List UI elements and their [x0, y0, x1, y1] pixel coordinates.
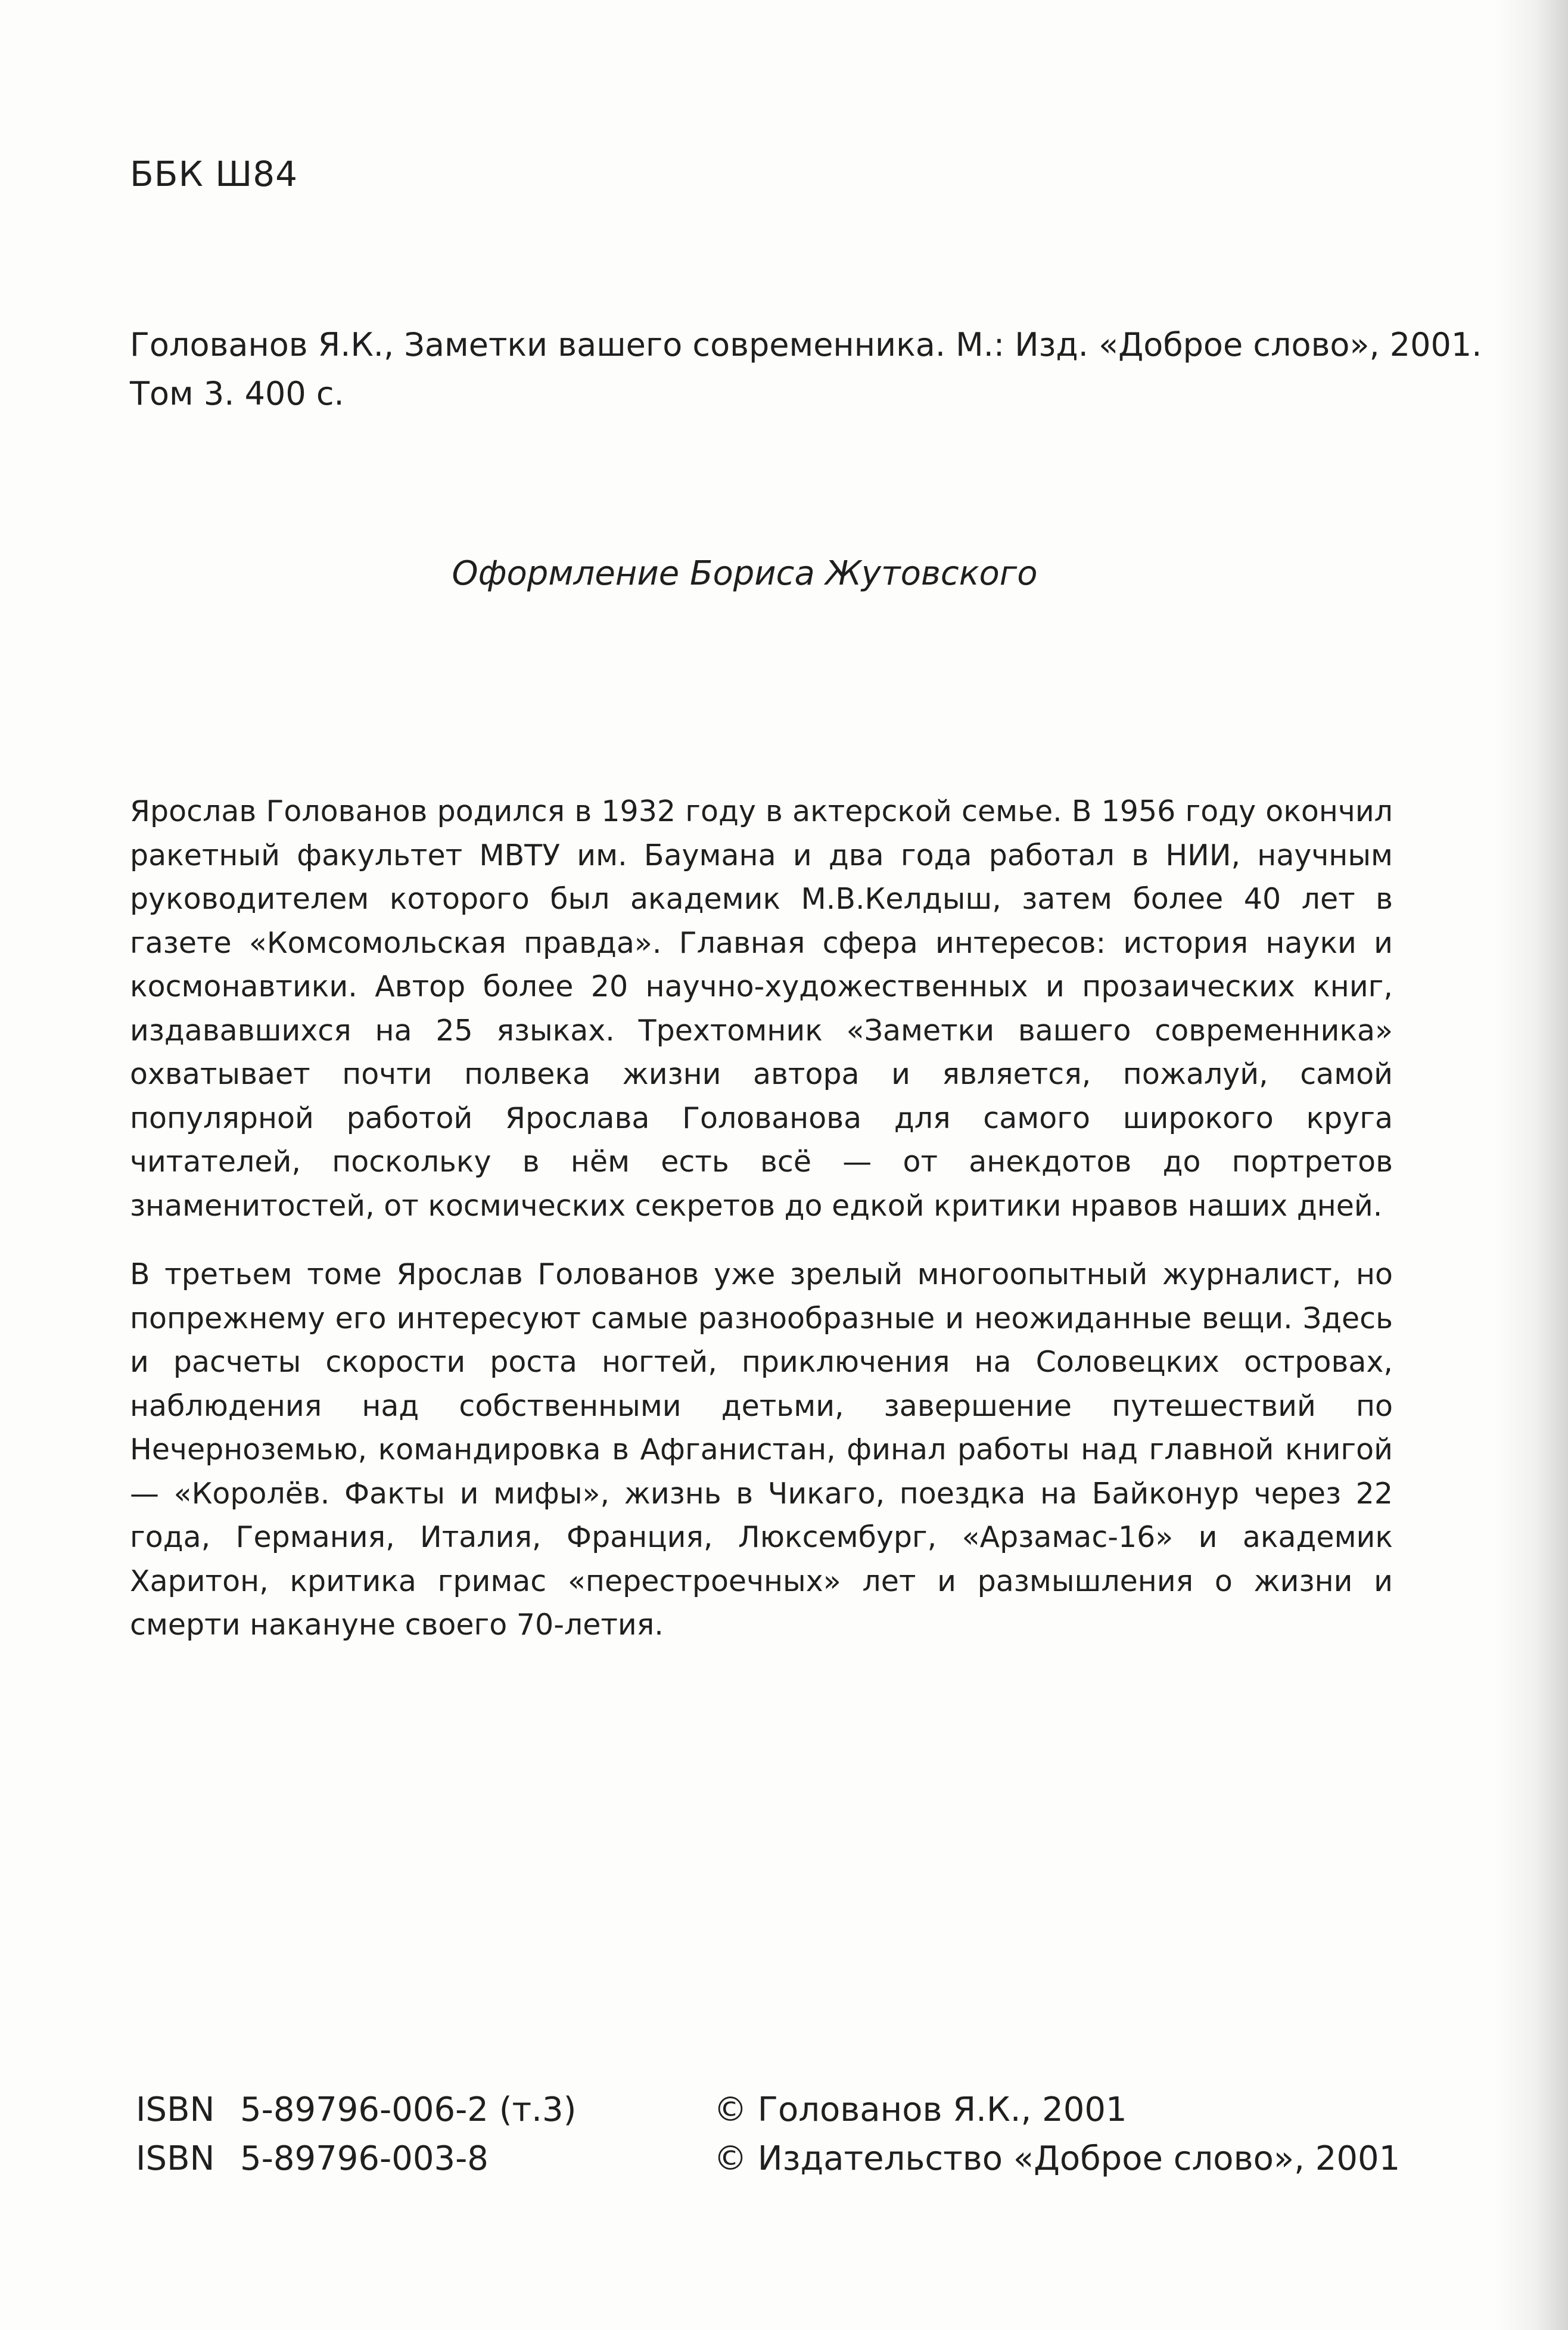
isbn-row — [136, 2135, 576, 2183]
copyright-notices — [714, 2086, 1400, 2183]
isbn-number: 5-89796-006-2 (т.3) — [240, 2090, 577, 2129]
book-annotation — [130, 790, 1393, 1672]
annotation-paragraph-2: В третьем томе Ярослав Голованов уже зрелый многоопытный журналист, но попрежнему его интересуют самые разнообразные и неожиданные вещи. Здесь и расчеты скорости роста ногтей, приключения на Соловецких островах, наблюдения над собственными детьми, завершение путешествий по Нечерноземью, командировка в Афганистан, финал работы над главной книгой — «Королёв. Факты и мифы», жизнь в Чикаго, поездка на Байконур через 22 года, Германия, Италия, Франция, Люксембург, «Арзамас-16» и академик Харитон, критика гримас «перестроечных» лет и размышления о жизни и смерти накануне своего 70-летия. — [130, 1257, 1393, 1642]
copyright-publisher: © Издательство «Доброе слово», 2001 — [714, 2139, 1401, 2178]
isbn-list — [136, 2086, 576, 2183]
bibliographic-citation — [130, 321, 1482, 418]
page-edge-shadow — [1497, 0, 1568, 2330]
isbn-row — [136, 2086, 576, 2135]
isbn-number: 5-89796-003-8 — [240, 2139, 489, 2178]
annotation-paragraph-1: Ярослав Голованов родился в 1932 году в актерской семье. В 1956 году окончил ракетный факультет МВТУ им. Баумана и два года работал в НИИ, научным руководителем которого был академик М.В.Келдыш, затем более 40 лет в газете «Комсомольская правда». Главная сфера интересов: история науки и космонавтики. Автор более 20 научно-художественных и прозаических книг, издававшихся на 25 языках. Трехтомник «Заметки вашего современника» охватывает почти полвека жизни автора и является, пожалуй, самой популярной работой Ярослава Голованова для самого широкого круга читателей, поскольку в нём есть всё — от анекдотов до портретов знаменитостей, от космических секретов до едкой критики нравов наших дней. — [130, 794, 1393, 1223]
isbn-label: ISBN — [136, 2139, 215, 2178]
citation-line-1: Голованов Я.К., Заметки вашего современника. М.: Изд. «Доброе слово», 2001. — [130, 326, 1482, 364]
copyright-author: © Голованов Я.К., 2001 — [714, 2090, 1127, 2129]
design-credit: Оформление Бориса Жутовского — [452, 554, 1038, 593]
isbn-label: ISBN — [136, 2090, 215, 2129]
citation-line-2: Том 3. 400 с. — [130, 375, 344, 412]
bbk-classification: ББК Ш84 — [130, 154, 298, 194]
